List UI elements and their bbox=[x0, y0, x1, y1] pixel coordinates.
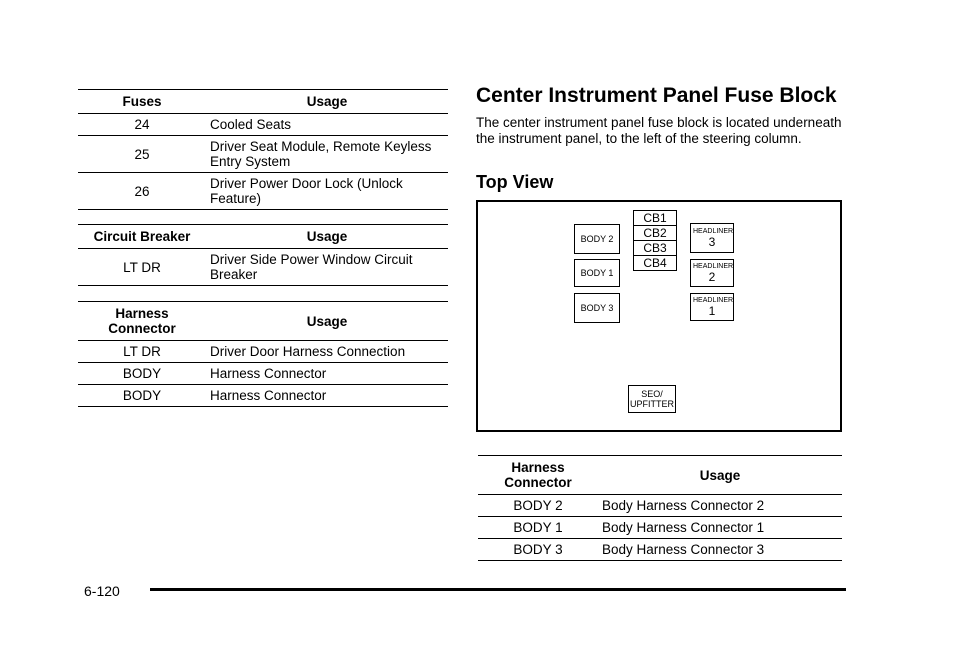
connector-usage: Harness Connector bbox=[206, 385, 448, 407]
connector-usage: Body Harness Connector 3 bbox=[598, 539, 842, 561]
headliner-label: HEADLINER bbox=[693, 296, 734, 304]
table-row bbox=[78, 173, 448, 210]
headliner-number: 3 bbox=[708, 234, 716, 249]
harness-connector-table-right bbox=[478, 455, 842, 561]
seo-upfitter-connector bbox=[628, 385, 676, 413]
headliner-number: 2 bbox=[708, 269, 716, 284]
connector-id: BODY bbox=[78, 363, 206, 385]
circuit-breaker-header: Circuit Breaker bbox=[78, 225, 206, 249]
fuse-number: 24 bbox=[78, 114, 206, 136]
connector-usage: Driver Door Harness Connection bbox=[206, 341, 448, 363]
fuse-usage: Driver Power Door Lock (Unlock Feature) bbox=[206, 173, 448, 210]
table-row bbox=[78, 363, 448, 385]
breaker-usage: Driver Side Power Window Circuit Breaker bbox=[206, 249, 448, 286]
table-row bbox=[78, 385, 448, 407]
table-row bbox=[78, 341, 448, 363]
headliner-number: 1 bbox=[708, 303, 716, 318]
usage-header: Usage bbox=[598, 456, 842, 495]
page-number: 6-120 bbox=[84, 583, 120, 599]
connector-id: LT DR bbox=[78, 341, 206, 363]
headliner-label: HEADLINER bbox=[693, 227, 734, 235]
seo-label: SEO/ bbox=[641, 389, 663, 399]
body-1-label: BODY 1 bbox=[580, 268, 614, 278]
harness-connector-header: Harness Connector bbox=[78, 302, 206, 341]
body-2-connector bbox=[574, 224, 620, 254]
fuse-table bbox=[78, 89, 448, 210]
connector-usage: Harness Connector bbox=[206, 363, 448, 385]
connector-id: BODY 1 bbox=[478, 517, 598, 539]
connector-id: BODY bbox=[78, 385, 206, 407]
cb2-breaker: CB2 bbox=[634, 226, 676, 241]
circuit-breaker-table bbox=[78, 224, 448, 286]
body-2-label: BODY 2 bbox=[580, 234, 614, 244]
body-1-connector bbox=[574, 259, 620, 287]
cb3-breaker: CB3 bbox=[634, 241, 676, 256]
connector-usage: Body Harness Connector 2 bbox=[598, 495, 842, 517]
headliner-3-connector bbox=[690, 223, 734, 253]
cb4-breaker: CB4 bbox=[643, 256, 667, 270]
headliner-2-connector bbox=[690, 259, 734, 287]
fuse-number: 25 bbox=[78, 136, 206, 173]
harness-connector-header: Harness Connector bbox=[478, 456, 598, 495]
cb1-breaker: CB1 bbox=[634, 211, 676, 226]
harness-connector-table-left bbox=[78, 301, 448, 407]
table-row bbox=[78, 249, 448, 286]
breaker-id: LT DR bbox=[78, 249, 206, 286]
fuse-usage: Cooled Seats bbox=[206, 114, 448, 136]
headliner-label: HEADLINER bbox=[693, 262, 734, 270]
section-description: The center instrument panel fuse block is located underneath the instrument panel, to the left of the steering column. bbox=[476, 115, 842, 146]
fuse-block-diagram bbox=[476, 200, 842, 432]
table-row bbox=[78, 114, 448, 136]
connector-id: BODY 3 bbox=[478, 539, 598, 561]
table-row bbox=[478, 517, 842, 539]
upfitter-label: UPFITTER bbox=[630, 399, 674, 409]
top-view-title: Top View bbox=[476, 172, 554, 192]
table-row bbox=[78, 136, 448, 173]
table-row bbox=[478, 495, 842, 517]
headliner-1-connector bbox=[690, 293, 734, 321]
body-3-connector bbox=[574, 293, 620, 323]
usage-header: Usage bbox=[206, 302, 448, 341]
usage-header: Usage bbox=[206, 90, 448, 114]
footer-rule bbox=[150, 588, 846, 591]
circuit-breaker-stack bbox=[633, 210, 677, 271]
fuse-header: Fuses bbox=[78, 90, 206, 114]
usage-header: Usage bbox=[206, 225, 448, 249]
connector-usage: Body Harness Connector 1 bbox=[598, 517, 842, 539]
fuse-usage: Driver Seat Module, Remote Keyless Entry System bbox=[206, 136, 448, 173]
connector-id: BODY 2 bbox=[478, 495, 598, 517]
body-3-label: BODY 3 bbox=[580, 303, 614, 313]
table-row bbox=[478, 539, 842, 561]
fuse-number: 26 bbox=[78, 173, 206, 210]
section-title: Center Instrument Panel Fuse Block bbox=[476, 84, 837, 107]
